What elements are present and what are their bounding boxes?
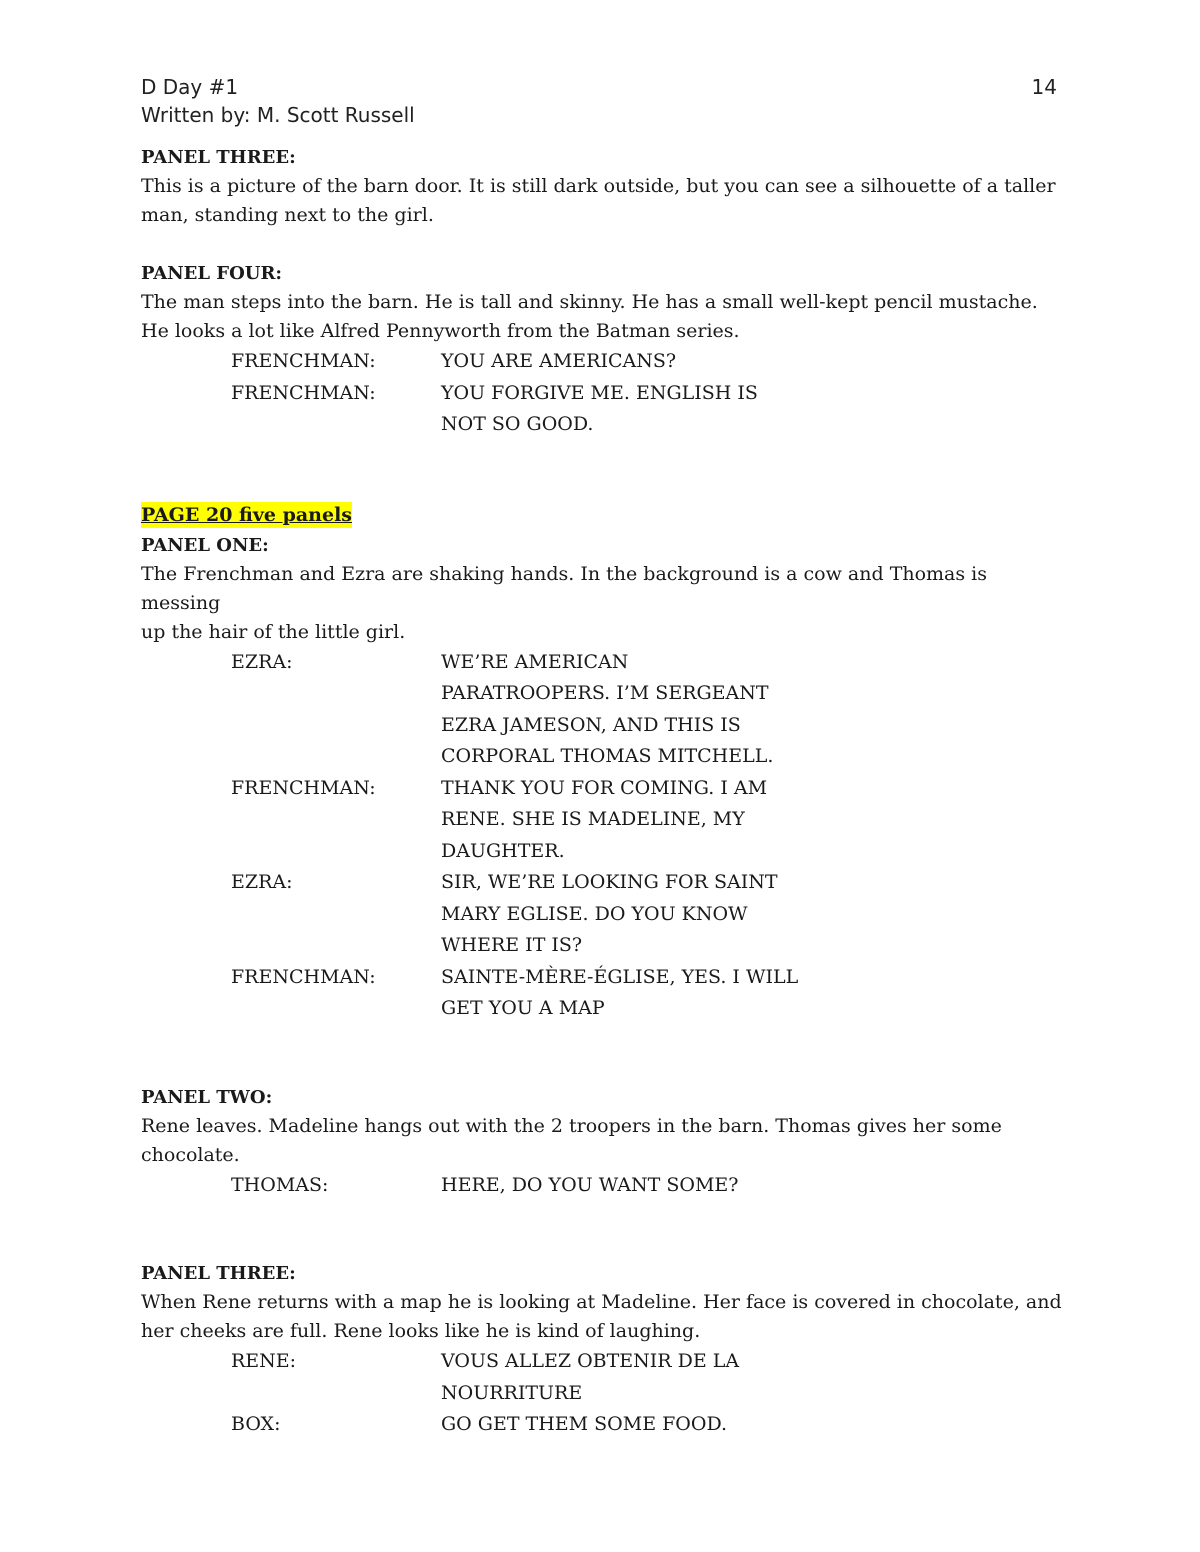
dialogue-line: DAUGHTER.	[441, 839, 565, 862]
speaker: RENE:	[231, 1350, 297, 1372]
dialogue-entry	[141, 1170, 1071, 1202]
dialogue-line: NOT SO GOOD.	[441, 413, 594, 435]
dialogue-line: VOUS ALLEZ OBTENIR DE LA	[441, 1350, 740, 1372]
dialogue-entry	[141, 962, 1071, 1025]
dialogue-entry	[141, 647, 1071, 773]
dialogue-line: YOU FORGIVE ME. ENGLISH IS	[441, 381, 758, 404]
dialogue-line: GET YOU A MAP	[441, 997, 605, 1019]
page-number: 14	[1031, 75, 1057, 99]
dialogue-line: WHERE IT IS?	[441, 934, 583, 956]
description-line: He looks a lot like Alfred Pennyworth from the Batman series.	[141, 320, 740, 342]
panel-heading: PANEL THREE:	[141, 1263, 296, 1284]
speaker: FRENCHMAN:	[231, 965, 376, 988]
dialogue-line: YOU ARE AMERICANS?	[441, 350, 677, 372]
page-20-heading: PAGE 20 five panels	[141, 503, 352, 526]
script-body	[141, 143, 1071, 1441]
dialogue-line: MARY EGLISE. DO YOU KNOW	[441, 902, 748, 925]
dialogue-line: THANK YOU FOR COMING. I AM	[441, 776, 768, 799]
dialogue-line: CORPORAL THOMAS MITCHELL.	[441, 745, 774, 767]
speaker: THOMAS:	[231, 1173, 329, 1196]
dialogue-entry	[141, 867, 1071, 962]
speaker: FRENCHMAN:	[231, 381, 376, 404]
description-line: The man steps into the barn. He is tall and skinny. He has a small well-kept pencil mustache.	[141, 291, 1038, 313]
speaker: FRENCHMAN:	[231, 350, 376, 372]
dialogue-line: HERE, DO YOU WANT SOME?	[441, 1173, 739, 1196]
dialogue-line: SIR, WE’RE LOOKING FOR SAINT	[441, 871, 778, 893]
dialogue-line: GO GET THEM SOME FOOD.	[441, 1413, 728, 1435]
speaker: BOX:	[231, 1413, 281, 1435]
page-header	[141, 73, 1061, 129]
document-title: D Day #1	[141, 75, 239, 99]
description-line: When Rene returns with a map he is looking at Madeline. Her face is covered in chocolate, and	[141, 1291, 1062, 1313]
dialogue-line: WE’RE AMERICAN	[441, 650, 629, 673]
dialogue-line: NOURRITURE	[441, 1381, 583, 1404]
description-line: her cheeks are full. Rene looks like he is kind of laughing.	[141, 1320, 701, 1342]
dialogue-entry	[141, 1409, 1071, 1441]
dialogue-line: PARATROOPERS. I’M SERGEANT	[441, 682, 769, 704]
panel-description	[141, 1288, 1071, 1346]
panel-description	[141, 172, 1071, 230]
dialogue-line: RENE. SHE IS MADELINE, MY	[441, 808, 745, 830]
description-line: up the hair of the little girl.	[141, 620, 406, 643]
dialogue-line: SAINTE-MÈRE-ÉGLISE, YES. I WILL	[441, 965, 799, 988]
description-line: This is a picture of the barn door. It is still dark outside, but you can see a silhouette of a taller	[141, 175, 1056, 197]
page-section-heading	[141, 501, 1071, 531]
speaker: EZRA:	[231, 650, 293, 673]
dialogue-entry	[141, 773, 1071, 868]
dialogue-entry	[141, 346, 1071, 378]
panel-heading: PANEL ONE:	[141, 534, 269, 556]
description-line: chocolate.	[141, 1143, 240, 1166]
description-line: The Frenchman and Ezra are shaking hands. In the background is a cow and Thomas is messing	[141, 562, 988, 614]
panel-heading: PANEL FOUR:	[141, 263, 283, 284]
panel-description	[141, 1112, 1071, 1170]
author-line: Written by: M. Scott Russell	[141, 103, 415, 127]
dialogue-entry	[141, 378, 1071, 441]
description-line: Rene leaves. Madeline hangs out with the 2 troopers in the barn. Thomas gives her some	[141, 1114, 1002, 1137]
panel-description	[141, 288, 1071, 346]
dialogue-entry	[141, 1346, 1071, 1409]
panel-heading: PANEL THREE:	[141, 147, 296, 168]
panel-heading: PANEL TWO:	[141, 1086, 273, 1108]
panel-description	[141, 560, 1071, 647]
speaker: EZRA:	[231, 871, 293, 893]
dialogue-line: EZRA JAMESON, AND THIS IS	[441, 713, 741, 736]
speaker: FRENCHMAN:	[231, 776, 376, 799]
description-line: man, standing next to the girl.	[141, 204, 434, 226]
